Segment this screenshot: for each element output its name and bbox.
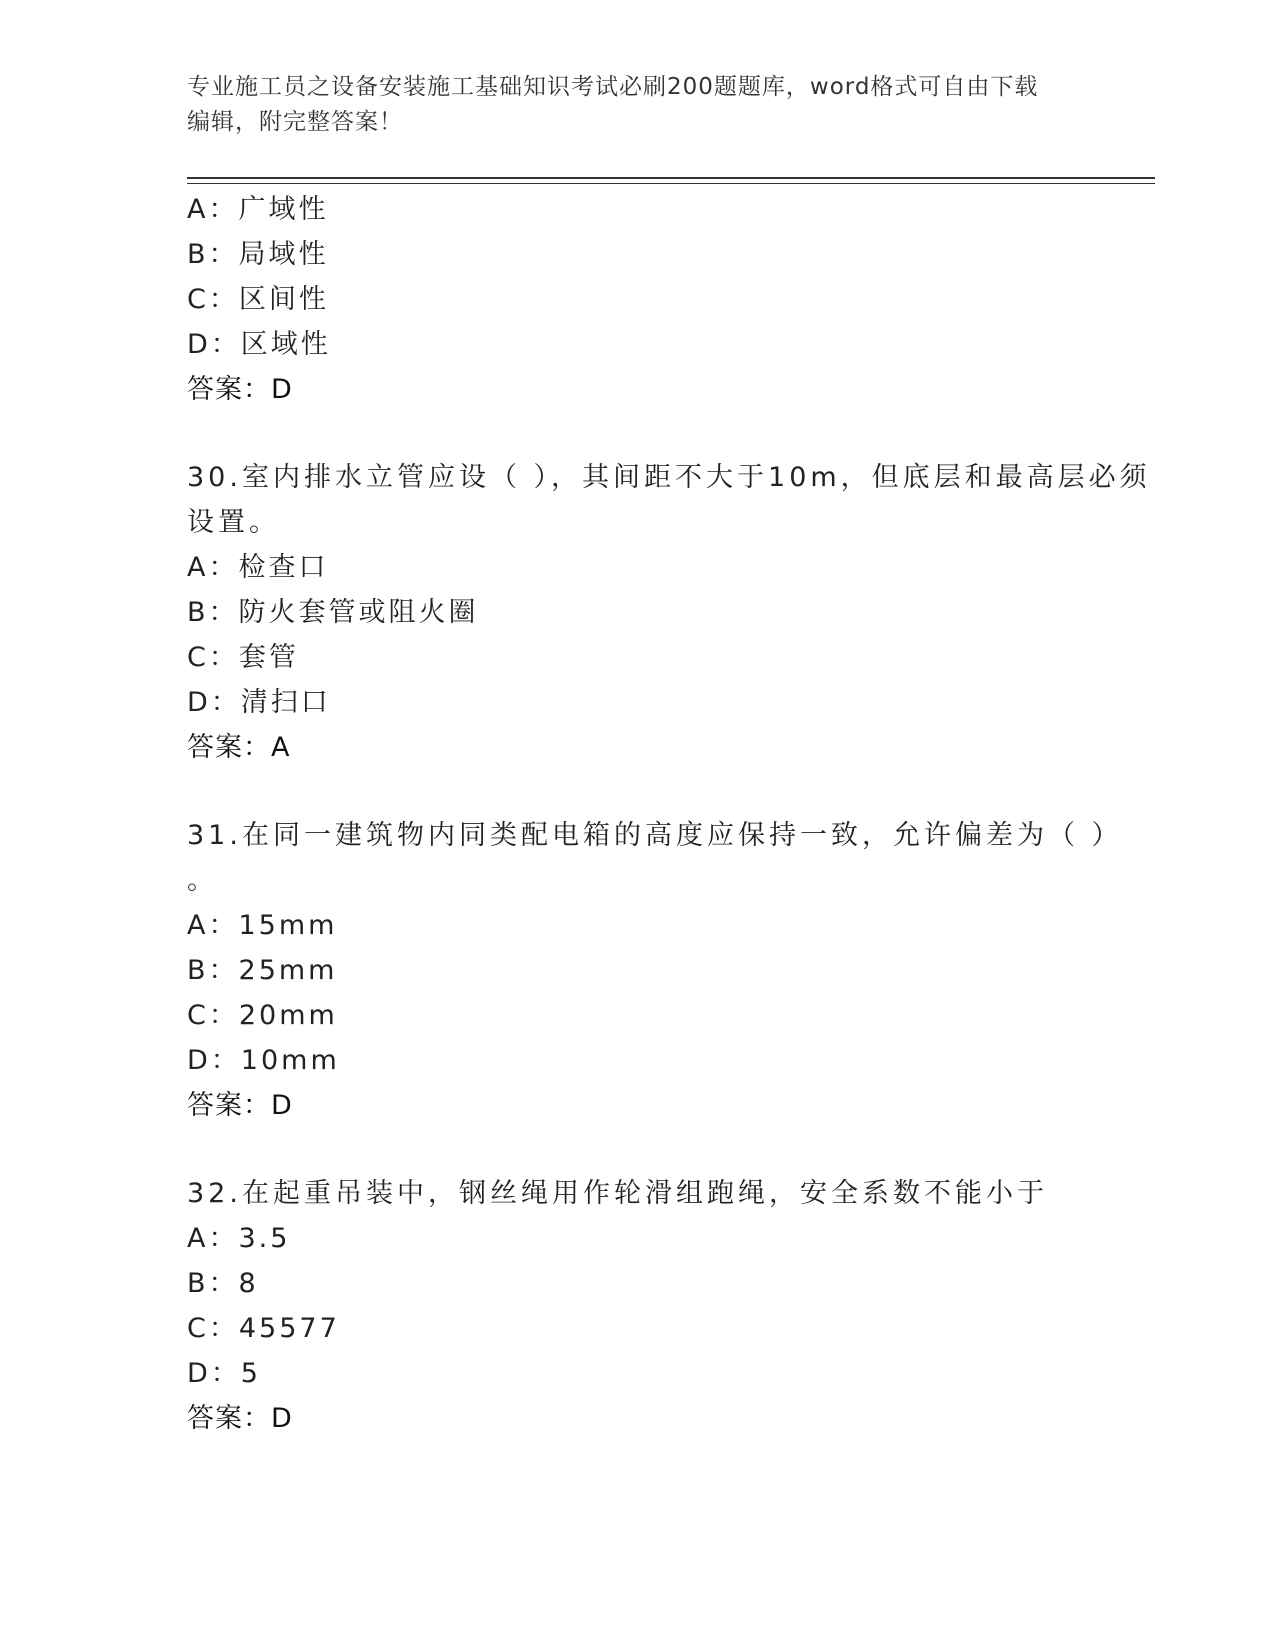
q32-option-d: D：5 [187,1358,261,1389]
header-title-line-1: 专业施工员之设备安装施工基础知识考试必刷200题题库，word格式可自由下载 [187,74,1039,100]
q31-answer: 答案：D [187,1090,293,1121]
q31-question-line-2: 。 [187,865,218,896]
q32-answer: 答案：D [187,1403,293,1434]
q31-option-b: B：25mm [187,955,338,986]
q30-question-line-2: 设置。 [187,507,280,538]
q30-option-c: C：套管 [187,642,299,673]
header-divider-bottom [187,183,1155,184]
q31-question-line-1: 31.在同一建筑物内同类配电箱的高度应保持一致，允许偏差为（ ） [187,820,1123,851]
q30-answer: 答案：A [187,732,291,763]
q29-option-d: D：区域性 [187,329,331,360]
q31-option-a: A：15mm [187,910,338,941]
q30-question-line-1: 30.室内排水立管应设（ ），其间距不大于10m，但底层和最高层必须 [187,462,1151,493]
q30-option-b: B：防火套管或阻火圈 [187,597,479,628]
header-title-line-2: 编辑，附完整答案！ [187,109,403,135]
q29-option-c: C：区间性 [187,284,329,315]
header-divider-top [187,177,1155,179]
q29-answer: 答案：D [187,374,293,405]
q29-option-a: A：广域性 [187,194,329,225]
q32-question-line-1: 32.在起重吊装中，钢丝绳用作轮滑组跑绳，安全系数不能小于 [187,1178,1048,1209]
q30-option-d: D：清扫口 [187,687,331,718]
q29-option-b: B：局域性 [187,239,329,270]
q32-option-b: B：8 [187,1268,259,1299]
q32-option-c: C：45577 [187,1313,340,1344]
q31-option-c: C：20mm [187,1000,338,1031]
document-header [187,70,1087,140]
q30-option-a: A：检查口 [187,552,329,583]
q32-option-a: A：3.5 [187,1223,291,1254]
q31-option-d: D：10mm [187,1045,340,1076]
